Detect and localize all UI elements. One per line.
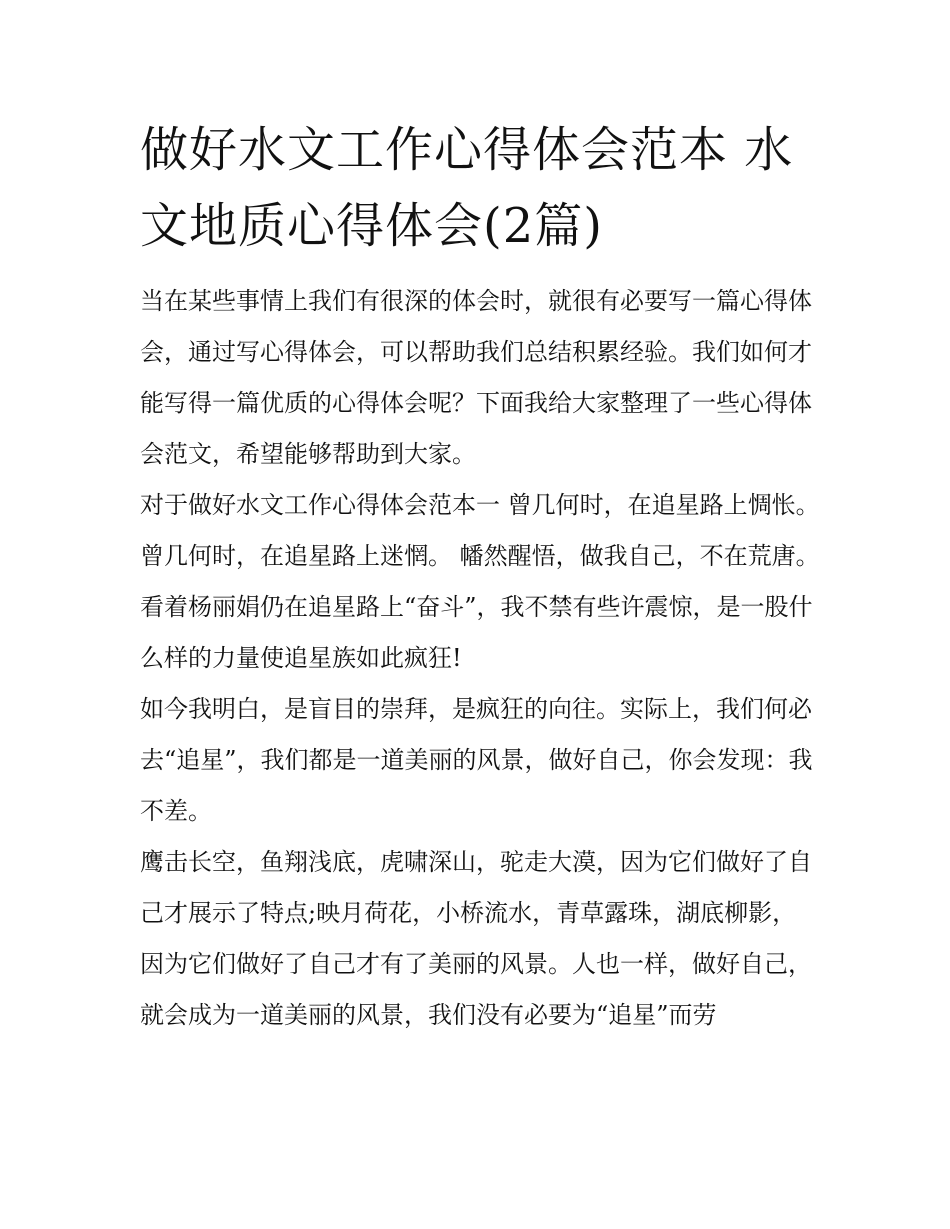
paragraph-3: 如今我明白，是盲目的崇拜，是疯狂的向往。实际上，我们何必去“追星”，我们都是一道美丽的风景，做好自己，你会发现：我不差。: [140, 695, 813, 825]
paragraph-4: 鹰击长空，鱼翔浅底，虎啸深山，驼走大漠，因为它们做好了自己才展示了特点;映月荷花，小桥流水，青草露珠，湖底柳影，因为它们做好了自己才有了美丽的风景。人也一样，做好自己，就会成为一道美丽的风景，我们没有必要为“追星”而劳: [140, 848, 812, 1029]
paragraph-2: 看着杨丽娟仍在追星路上“奋斗”，我不禁有些许震惊，是一股什么样的力量使追星族如此疯狂!: [140, 593, 813, 672]
paragraph-1: 对于做好水文工作心得体会范本一 曾几何时，在追星路上惆怅。 曾几何时，在追星路上迷惘。 幡然醒悟，做我自己，不在荒唐。: [140, 491, 820, 570]
document-title: 做好水文工作心得体会范本 水文地质心得体会(2篇): [140, 122, 794, 254]
document-body: [140, 276, 820, 1041]
paragraph-intro: 当在某些事情上我们有很深的体会时，就很有必要写一篇心得体会，通过写心得体会，可以帮助我们总结积累经验。我们如何才能写得一篇优质的心得体会呢？下面我给大家整理了一些心得体会范文，希望能够帮助到大家。: [140, 287, 812, 468]
